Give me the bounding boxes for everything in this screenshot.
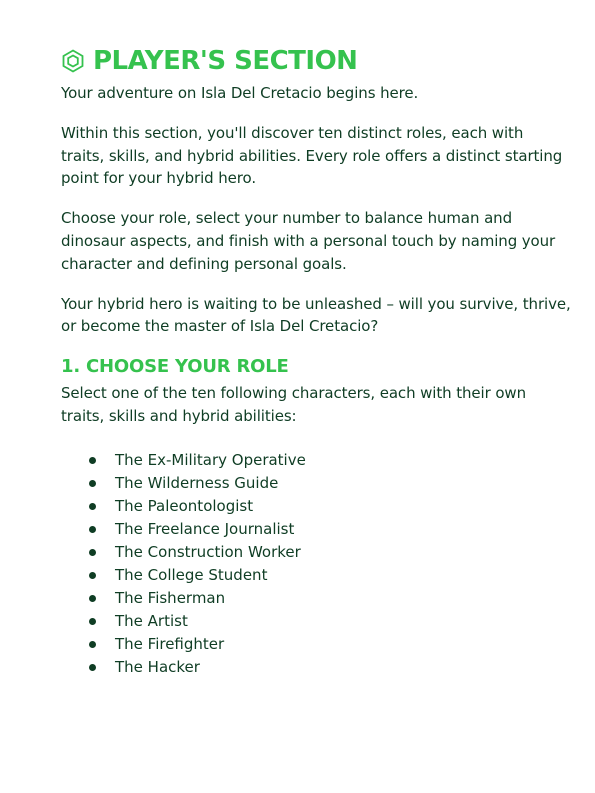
page-title: PLAYER'S SECTION bbox=[93, 46, 358, 76]
role-label: The Hacker bbox=[115, 658, 200, 677]
list-item bbox=[61, 495, 571, 518]
bullet-icon bbox=[89, 572, 96, 579]
role-label: The Artist bbox=[115, 612, 188, 631]
list-item bbox=[61, 610, 571, 633]
role-label: The Ex-Military Operative bbox=[115, 451, 306, 470]
roles-list bbox=[61, 449, 571, 679]
section-header bbox=[61, 44, 571, 78]
bullet-icon bbox=[89, 503, 96, 510]
hexagon-icon bbox=[61, 49, 85, 73]
section-description: Select one of the ten following characters, each with their own traits, skills and hybrid abilities: bbox=[61, 384, 527, 425]
list-item bbox=[61, 564, 571, 587]
role-label: The Firefighter bbox=[115, 635, 225, 654]
role-label: The Fisherman bbox=[115, 589, 226, 608]
list-item bbox=[61, 472, 571, 495]
bullet-icon bbox=[89, 595, 96, 602]
intro-text: Your adventure on Isla Del Cretacio begins here. bbox=[61, 84, 419, 102]
list-item bbox=[61, 656, 571, 679]
role-label: The Freelance Journalist bbox=[115, 520, 295, 539]
bullet-icon bbox=[89, 526, 96, 533]
paragraph-hybrid-hero: Your hybrid hero is waiting to be unleashed – will you survive, thrive, or become the master of Isla Del Cretacio? bbox=[61, 294, 571, 336]
bullet-icon bbox=[89, 480, 96, 487]
bullet-icon bbox=[89, 664, 96, 671]
page-content bbox=[61, 44, 571, 679]
list-item bbox=[61, 541, 571, 564]
role-label: The Construction Worker bbox=[115, 543, 301, 562]
list-item bbox=[61, 633, 571, 656]
role-label: The Paleontologist bbox=[115, 497, 254, 516]
role-label: The College Student bbox=[115, 566, 268, 585]
list-item bbox=[61, 449, 571, 472]
section-heading-choose-role: 1. CHOOSE YOUR ROLE bbox=[61, 356, 289, 378]
bullet-icon bbox=[89, 549, 96, 556]
list-item bbox=[61, 518, 571, 541]
paragraph-choose-role: Choose your role, select your number to balance human and dinosaur aspects, and finish with a personal touch by naming your character and defining personal goals. bbox=[61, 209, 556, 273]
bullet-icon bbox=[89, 641, 96, 648]
bullet-icon bbox=[89, 618, 96, 625]
list-item bbox=[61, 587, 571, 610]
role-label: The Wilderness Guide bbox=[115, 474, 279, 493]
bullet-icon bbox=[89, 457, 96, 464]
paragraph-roles-overview: Within this section, you'll discover ten distinct roles, each with traits, skills, and hybrid abilities. Every role offers a distinct starting point for your hybrid hero. bbox=[61, 123, 563, 188]
